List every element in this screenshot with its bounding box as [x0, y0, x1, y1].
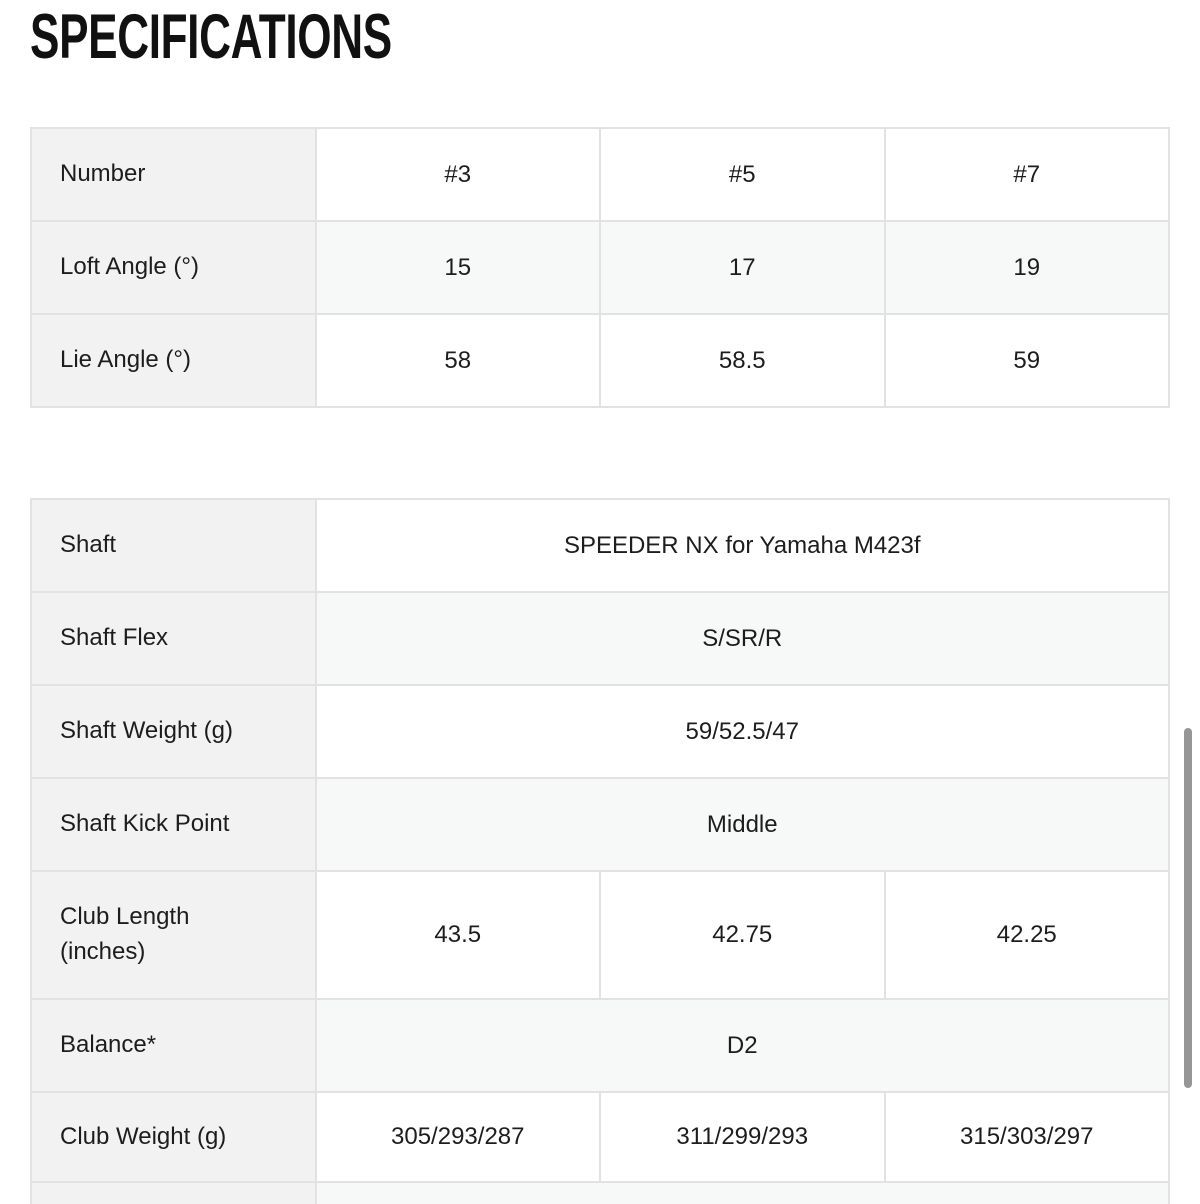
cell-number-7: #7: [885, 128, 1170, 221]
table-row-balance: [31, 999, 1169, 1092]
row-label-lie-angle: Lie Angle (°): [31, 314, 316, 407]
table-row-shaft: [31, 499, 1169, 592]
cell-partial: [316, 1182, 1170, 1204]
row-label-club-length: Club Length (inches): [31, 871, 316, 999]
page-title: SPECIFICATIONS: [30, 2, 392, 72]
cell-number-5: #5: [600, 128, 885, 221]
row-label-balance: Balance*: [31, 999, 316, 1092]
row-label-club-weight: Club Weight (g): [31, 1092, 316, 1182]
cell-lie-5: 58.5: [600, 314, 885, 407]
scrollbar-thumb[interactable]: [1184, 728, 1192, 1088]
table-row-club-length: [31, 871, 1169, 999]
cell-shaft: SPEEDER NX for Yamaha M423f: [316, 499, 1170, 592]
cell-shaft-weight: 59/52.5/47: [316, 685, 1170, 778]
table-row-partial: [31, 1182, 1169, 1204]
table-row-lie-angle: [31, 314, 1169, 407]
cell-lie-7: 59: [885, 314, 1170, 407]
table-row-loft-angle: [31, 221, 1169, 314]
cell-shaft-flex: S/SR/R: [316, 592, 1170, 685]
row-label-shaft: Shaft: [31, 499, 316, 592]
club-numbers-table: [30, 127, 1170, 408]
cell-lie-3: 58: [316, 314, 601, 407]
row-label-partial: [31, 1182, 316, 1204]
cell-number-3: #3: [316, 128, 601, 221]
cell-club-length-5: 42.75: [600, 871, 885, 999]
cell-loft-3: 15: [316, 221, 601, 314]
cell-club-weight-5: 311/299/293: [600, 1092, 885, 1182]
row-label-shaft-kick-point: Shaft Kick Point: [31, 778, 316, 871]
cell-club-length-7: 42.25: [885, 871, 1170, 999]
table-row-shaft-weight: [31, 685, 1169, 778]
cell-shaft-kick-point: Middle: [316, 778, 1170, 871]
row-label-shaft-flex: Shaft Flex: [31, 592, 316, 685]
row-label-shaft-weight: Shaft Weight (g): [31, 685, 316, 778]
table-row-shaft-kick-point: [31, 778, 1169, 871]
cell-club-weight-7: 315/303/297: [885, 1092, 1170, 1182]
row-label-loft-angle: Loft Angle (°): [31, 221, 316, 314]
cell-club-length-3: 43.5: [316, 871, 601, 999]
table-row-number: [31, 128, 1169, 221]
shaft-specs-table: [30, 498, 1170, 1204]
cell-loft-7: 19: [885, 221, 1170, 314]
row-label-number: Number: [31, 128, 316, 221]
table-row-shaft-flex: [31, 592, 1169, 685]
table-row-club-weight: [31, 1092, 1169, 1182]
cell-balance: D2: [316, 999, 1170, 1092]
cell-loft-5: 17: [600, 221, 885, 314]
cell-club-weight-3: 305/293/287: [316, 1092, 601, 1182]
